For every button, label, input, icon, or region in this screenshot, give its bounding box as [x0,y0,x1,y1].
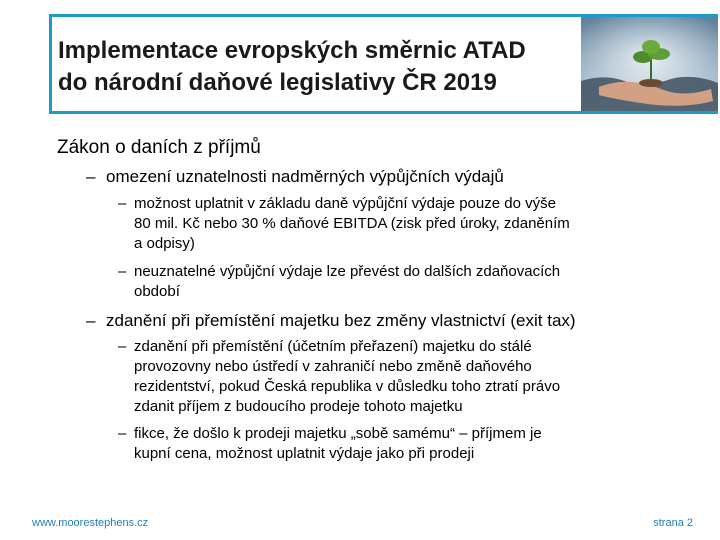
bullet-dash: – [118,425,127,442]
bullet-dash: – [86,311,96,330]
page-number: strana 2 [653,517,693,529]
bullet-dash: – [118,263,127,280]
header-left-rule [49,14,52,114]
hand-seedling-image [581,17,718,111]
slide-title-line-1: Implementace evropských směrnic ATAD [58,37,526,64]
section-heading: Zákon o daních z příjmů [57,137,261,158]
sub-item-sale-fiction [134,424,654,464]
footer-website-link[interactable]: www.moorestephens.cz [32,517,149,529]
header-image [581,17,718,111]
text-line: kupní cena, možnost uplatnit výdaje jako při prodeji [134,445,475,462]
bullet-dash: – [86,167,96,186]
text-line: období [134,283,180,300]
slide-title-line-2: do národní daňové legislativy ČR 2019 [58,69,497,96]
text-line: neuznatelné výpůjční výdaje lze převést do dalších zdaňovacích [134,263,561,280]
text-line: a odpisy) [134,235,195,252]
text-line: možnost uplatnit v základu daně výpůjční výdaje pouze do výše [134,195,556,212]
text-line: provozovny nebo ústředí v zahraničí nebo změně daňového [134,358,532,375]
text-line: rezidentství, pokud Česká republika v důsledku toho ztratí právo [134,378,561,395]
text-line: 80 mil. Kč nebo 30 % daňové EBITDA (zisk před úroky, zdaněním [134,215,570,232]
slide-title [58,35,578,99]
list-item-borrowing-costs: omezení uznatelnosti nadměrných výpůjčních výdajů [106,167,504,186]
sub-item-ebitda-limit [134,194,654,254]
text-line: fikce, že došlo k prodeji majetku „sobě samému“ – příjmem je [134,425,542,442]
bullet-dash: – [118,338,127,355]
bullet-dash: – [118,195,127,212]
sub-item-carry-forward [134,262,654,302]
text-line: zdanění při přemístění (účetním přeřazení) majetku do stálé [134,338,532,355]
sub-item-asset-transfer [134,337,654,417]
text-line: zdanit příjem z budoucího prodeje tohoto majetku [134,398,463,415]
list-item-exit-tax: zdanění při přemístění majetku bez změny vlastnictví (exit tax) [106,311,576,330]
